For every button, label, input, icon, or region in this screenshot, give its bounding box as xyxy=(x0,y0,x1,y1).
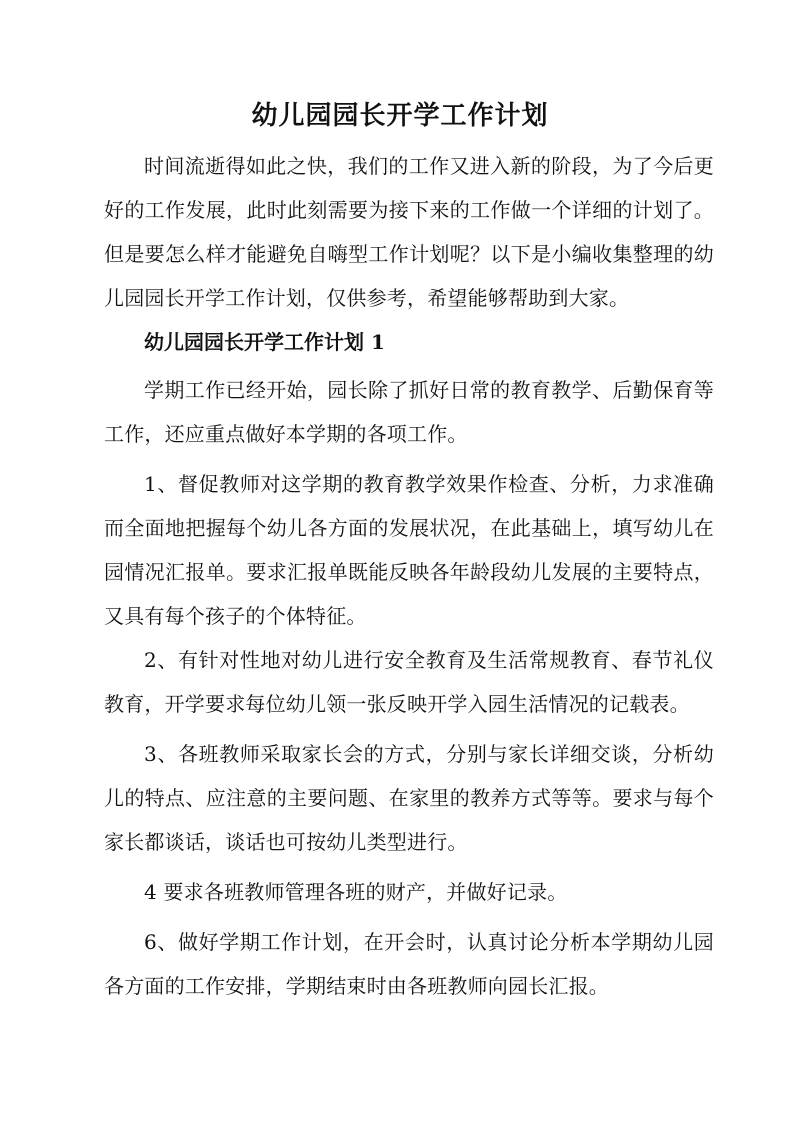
body-paragraph: 2、有针对性地对幼儿进行安全教育及生活常规教育、春节礼仪教育，开学要求每位幼儿领一张反映开学入园生活情况的记载表。 xyxy=(104,648,714,716)
body-paragraph: 3、各班教师采取家长会的方式，分别与家长详细交谈，分析幼儿的特点、应注意的主要问题、在家里的教养方式等等。要求与每个家长都谈话，谈话也可按幼儿类型进行。 xyxy=(104,742,714,854)
section-heading: 幼儿园园长开学工作计划 1 xyxy=(144,330,385,354)
document-title: 幼儿园园长开学工作计划 xyxy=(251,101,549,131)
intro-paragraph: 时间流逝得如此之快，我们的工作又进入新的阶段，为了今后更好的工作发展，此时此刻需要为接下来的工作做一个详细的计划了。但是要怎么样才能避免自嗨型工作计划呢？以下是小编收集整理的幼儿园园长开学工作计划，仅供参考，希望能够帮助到大家。 xyxy=(104,154,714,310)
body-paragraph: 1、督促教师对这学期的教育教学效果作检查、分析，力求准确而全面地把握每个幼儿各方面的发展状况，在此基础上，填写幼儿在园情况汇报单。要求汇报单既能反映各年龄段幼儿发展的主要特点，又具有每个孩子的个体特征。 xyxy=(104,472,714,628)
body-paragraph: 学期工作已经开始，园长除了抓好日常的教育教学、后勤保育等工作，还应重点做好本学期的各项工作。 xyxy=(104,378,714,446)
body-paragraph: 6、做好学期工作计划，在开会时，认真讨论分析本学期幼儿园各方面的工作安排，学期结束时由各班教师向园长汇报。 xyxy=(104,930,714,998)
body-paragraph: 4 要求各班教师管理各班的财产，并做好记录。 xyxy=(144,880,568,904)
